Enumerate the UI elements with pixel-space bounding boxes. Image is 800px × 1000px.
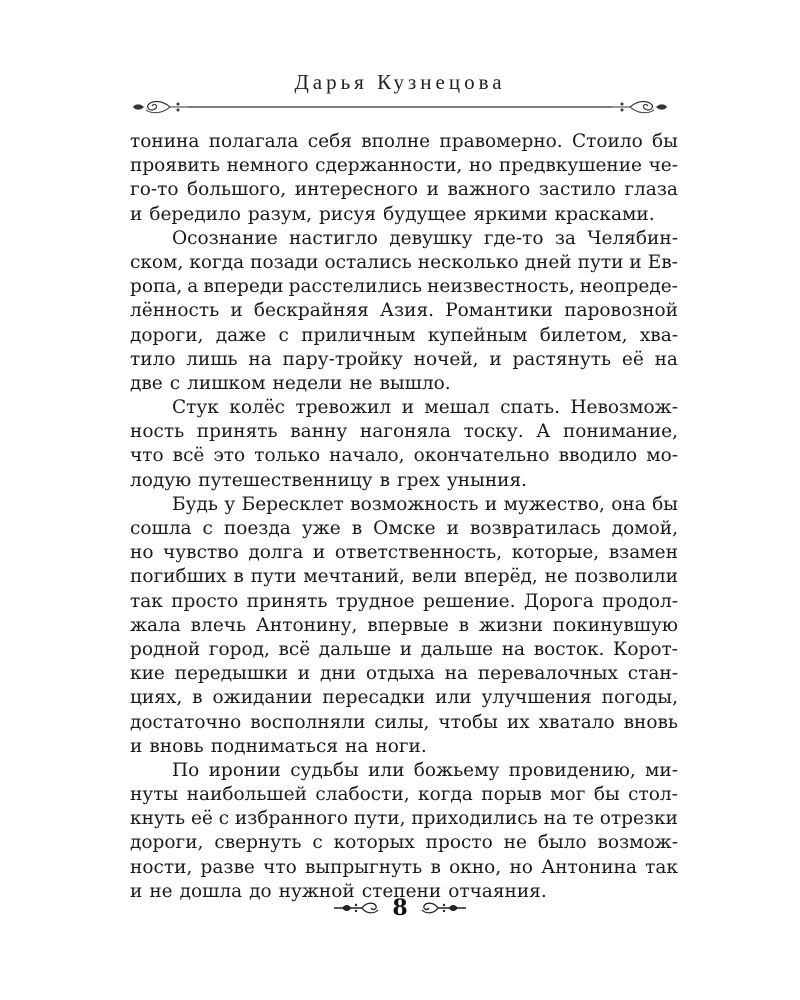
footer-ornament-left-icon xyxy=(332,900,382,916)
text-line: но чувство долга и ответственность, которые, взамен xyxy=(130,542,678,564)
text-line: проявить немного сдержанности, но предвкушение че- xyxy=(130,155,678,177)
text-line: погибших в пути мечтаний, вели вперёд, не позволили xyxy=(130,566,678,588)
text-line: кие передышки и дни отдыха на перевалочных стан- xyxy=(130,663,678,685)
text-line: нуты наибольшей слабости, когда порыв мог бы стол- xyxy=(130,784,678,806)
text-line: Осознание настигло девушку где-то за Челябин- xyxy=(172,227,678,249)
text-line: кнуть её с избранного пути, приходились на те отрезки xyxy=(130,808,678,830)
text-line: ском, когда позади остались несколько дней пути и Ев- xyxy=(130,251,678,273)
page-footer xyxy=(0,893,800,923)
text-line: По иронии судьбы или божьему провидению, ми- xyxy=(172,759,678,781)
text-line: лённость и бескрайняя Азия. Романтики паровозной xyxy=(130,300,678,322)
text-line: ропа, а впереди расстелились неизвестность, неопреде- xyxy=(130,276,678,298)
text-line: что всё это только начало, окончательно вводило мо- xyxy=(130,445,678,467)
text-line: и вновь подниматься на ноги. xyxy=(130,735,427,757)
text-line: дороги, свернуть с которых просто не было возмож- xyxy=(130,832,678,854)
footer-ornament-right-icon xyxy=(418,900,468,916)
text-line: тило лишь на пару-тройку ночей, и растянуть её на xyxy=(130,348,678,370)
text-line: и бередило разум, рисуя будущее яркими красками. xyxy=(130,203,655,225)
text-line: сошла с поезда уже в Омске и возвратилась домой, xyxy=(130,518,678,539)
text-line: Стук колёс тревожил и мешал спать. Невозмож- xyxy=(172,397,678,419)
text-line: ность принять ванну нагоняла тоску. А понимание, xyxy=(130,421,678,443)
header-ornament xyxy=(130,97,670,117)
text-line: тонина полагала себя вполне правомерно. Стоило бы xyxy=(130,131,678,152)
text-line: жала влечь Антонину, впервые в жизни покинувшую xyxy=(130,614,678,636)
text-line: го-то большого, интересного и важного застило глаза xyxy=(130,179,678,201)
running-header xyxy=(0,70,800,95)
text-line: родной город, всё дальше и дальше на восток. Корот- xyxy=(130,638,678,660)
text-line: и не дошла до нужной степени отчаяния. xyxy=(130,880,547,902)
body-text xyxy=(130,130,678,904)
text-line: так просто принять трудное решение. Дорога продол- xyxy=(130,590,678,612)
text-line: ности, разве что выпрыгнуть в окно, но Антонина так xyxy=(130,856,678,878)
text-line: лодую путешественницу в грех уныния. xyxy=(130,469,528,491)
page-number: 8 xyxy=(392,895,408,921)
text-line: достаточно восполняли силы, чтобы их хватало вновь xyxy=(130,711,678,733)
text-line: две с лишком недели не вышло. xyxy=(130,372,451,394)
header-ornament-icon xyxy=(130,97,670,117)
author-name: Дарья Кузнецова xyxy=(294,70,506,94)
text-line: Будь у Бересклет возможность и мужество, она бы xyxy=(172,493,678,515)
text-line: дороги, даже с приличным купейным билетом, хва- xyxy=(130,324,678,346)
text-line: циях, в ожидании пересадки или улучшения погоды, xyxy=(130,687,678,709)
